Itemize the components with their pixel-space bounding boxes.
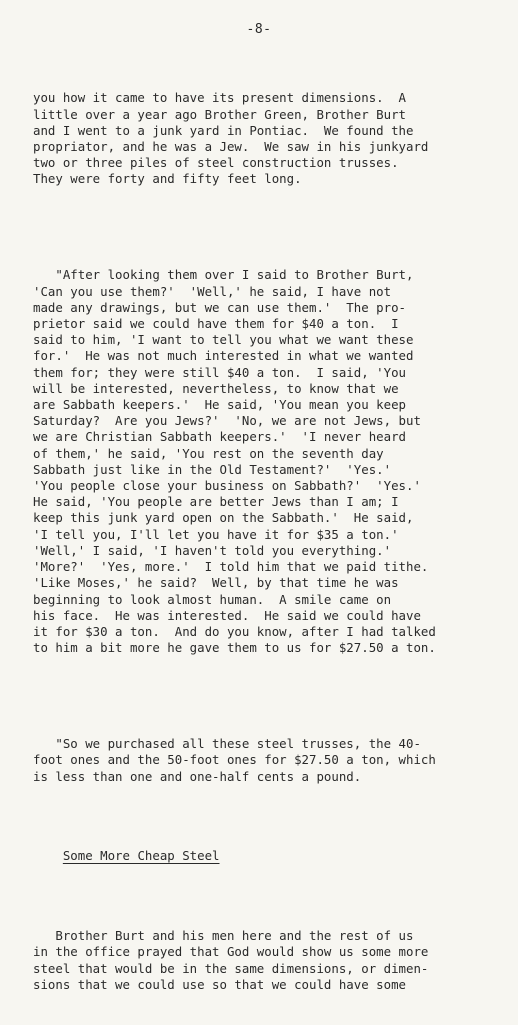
page-number: -8-	[246, 22, 272, 37]
section-heading: Some More Cheap Steel	[62, 848, 220, 864]
paragraph-junkyard-dialogue: "After looking them over I said to Brother Burt, 'Can you use them?' 'Well,' he said, I have not made any drawings, but we can use them.' The pro- prietor said we could have them for $40 a ton. I said to him, 'I want to tell you what we want these for.' He was not much interested in what we wanted them for; they were still $40 a ton. I said, 'You will be interested, nevertheless, to know that we are Sabbath keepers.' He said, 'You mean you keep Saturday? Are you Jews?' 'No, we are not Jews, but we are Christian Sabbath keepers.' 'I never heard of them,' he said, 'You rest on the seventh day Sabbath just like in the Old Testament?' 'Yes.' 'You people close your business on Sabbath?' 'Yes.' He said, 'You people are better Jews than I am; I keep this junk yard open on the Sabbath.' He said, 'I tell you, I'll let you have it for $35 a ton.' 'Well,' I said, 'I haven't told you everything.' 'More?' 'Yes, more.' I told him that we paid tithe. 'Like Moses,' he said? Well, by that time he was beginning to look almost human. A smile came on his face. He was interested. He said we could have it for $30 a ton. And do you know, after I had talked to him a bit more he gave them to us for $27.50 a ton.	[33, 267, 436, 656]
paragraph-intro: you how it came to have its present dimensions. A little over a year ago Brother Green, Brother Burt and I went to a junk yard in Pontiac. We found the propriator, and he was a Jew. We saw in his junkyard two or three piles of steel construction trusses. They were forty and fifty feet long.	[33, 90, 429, 187]
paragraph-prayer: Brother Burt and his men here and the rest of us in the office prayed that God would show us some more steel that would be in the same dimensions, or dimen- sions that we could use so that we could have some	[33, 928, 429, 992]
paragraph-purchase: "So we purchased all these steel trusses, the 40- foot ones and the 50-foot ones for $27.50 a ton, which is less than one and one-half cents a pound.	[33, 736, 436, 784]
page-body	[33, 58, 503, 1025]
